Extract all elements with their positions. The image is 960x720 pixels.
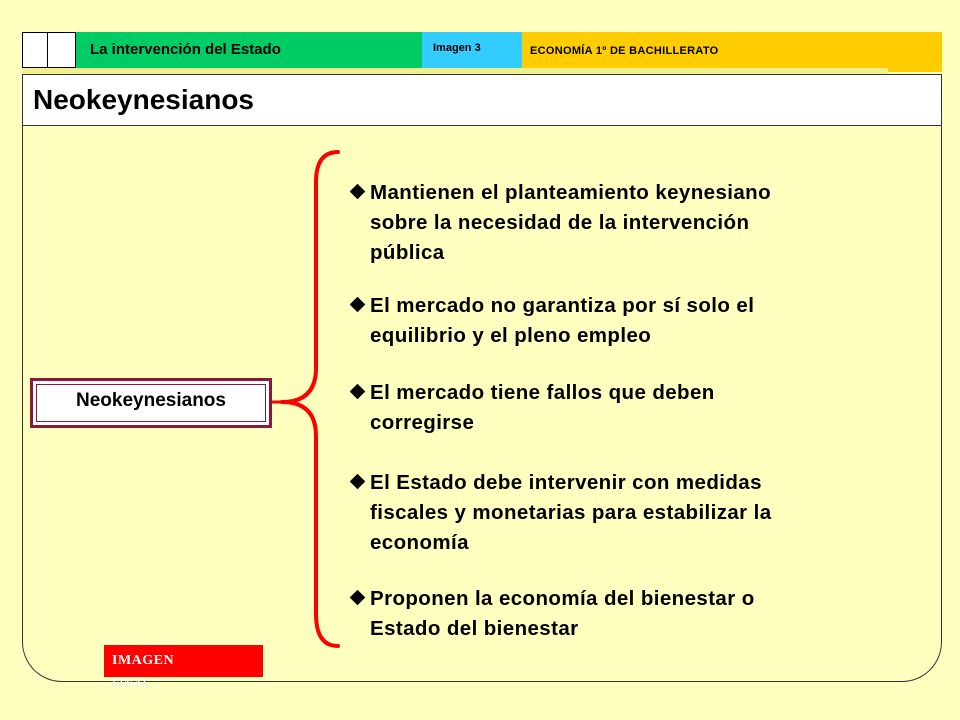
bullet-line: pública [370,241,445,264]
bullet-line: Proponen la economía del bienestar o [370,587,755,610]
diamond-bullet-icon [350,474,366,490]
course-label: ECONOMÍA 1º DE BACHILLERATO [530,45,719,57]
bullet-line: El mercado no garantiza por sí solo el [370,294,755,317]
concept-label: Neokeynesianos [76,390,226,411]
bullet-line: sobre la necesidad de la intervención [370,211,750,234]
final-image-label-2: FINAL [112,675,151,687]
slide-number-label: Imagen 3 [433,42,481,54]
final-image-button[interactable] [104,645,263,687]
bullet-line: equilibrio y el pleno empleo [370,324,652,347]
diamond-bullet-icon [350,297,366,313]
diamond-bullet-icon [350,384,366,400]
header-blank-box-1 [22,32,48,68]
bullet-line: corregirse [370,411,475,434]
concept-box [30,378,272,428]
list-item [352,291,912,351]
page-title: Neokeynesianos [33,84,254,115]
bullet-line: El Estado debe intervenir con medidas [370,471,762,494]
header-blank-box-2 [48,32,76,68]
bullet-line: economía [370,531,469,554]
final-image-label: IMAGEN [112,653,175,668]
header-section-label: La intervención del Estado [90,41,281,58]
bullet-list [352,178,912,667]
bullet-line: fiscales y monetarias para estabilizar la [370,501,772,524]
bullet-line: Estado del bienestar [370,617,579,640]
title-bar [22,74,942,126]
list-item [352,178,912,268]
header-section-tab[interactable] [76,32,422,68]
header-slide-number [422,32,522,68]
list-item [352,468,912,558]
header-course-banner [522,32,942,72]
diamond-bullet-icon [350,590,366,606]
bullet-line: Mantienen el planteamiento keynesiano [370,181,771,204]
list-item [352,584,912,644]
bullet-line: El mercado tiene fallos que deben [370,381,715,404]
list-item [352,378,912,438]
curly-brace-icon [272,148,352,653]
diamond-bullet-icon [350,184,366,200]
